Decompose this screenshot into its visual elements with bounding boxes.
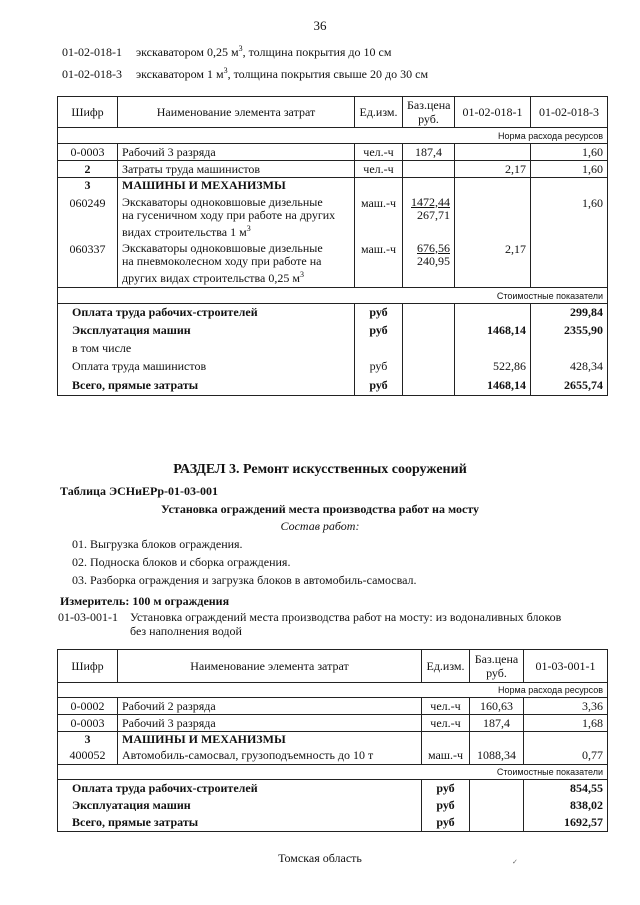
cell-unit: маш.-ч — [422, 748, 470, 765]
cost-name: Оплата труда рабочих-строителей — [58, 780, 422, 797]
operation-item: 01. Выгрузка блоков ограждения. — [72, 537, 243, 551]
col-header-base-price: Баз.цена руб. — [470, 650, 524, 683]
col-header-name: Наименование элемента затрат — [118, 650, 422, 683]
table-title: Установка ограждений места производства работ на мосту — [160, 502, 480, 516]
footer-mark: ✓ — [512, 858, 518, 866]
cell-value-1: 2,17 — [455, 161, 531, 178]
header-item-sup: 3 — [223, 66, 228, 75]
table-header-row — [58, 97, 608, 128]
cell-value-2: 1,60 — [531, 194, 608, 240]
cost-name: Оплата труда рабочих-строителей — [58, 304, 355, 322]
resource-table-2 — [57, 649, 608, 832]
cell-name-line: Экскаваторы одноковшовые дизельные — [122, 194, 323, 209]
cost-unit: руб — [355, 304, 403, 322]
table-row — [58, 748, 608, 765]
norm-label: Норма расхода ресурсов — [58, 128, 608, 144]
cell-name-line: Экскаваторы одноковшовые дизельные — [122, 240, 323, 255]
section-title: РАЗДЕЛ 3. Ремонт искусственных сооружений — [173, 462, 467, 477]
cell-price — [403, 194, 455, 240]
header-item-rest: , толщина покрытия до 10 см — [242, 45, 392, 59]
table-row — [58, 144, 608, 161]
header-item-sup: 3 — [238, 44, 243, 53]
cost-name: Всего, прямые затраты — [58, 376, 355, 396]
cost-value-1: 1692,57 — [524, 814, 608, 832]
norm-item-code: 01-03-001-1 — [58, 610, 118, 624]
cell-name: Рабочий 3 разряда — [118, 715, 422, 732]
cell-price: 1088,34 — [470, 748, 524, 765]
cell-value-1 — [455, 144, 531, 161]
cell-name: Затраты труда машинистов — [118, 161, 355, 178]
header-item-code: 01-02-018-1 — [62, 45, 122, 59]
col-header-code-1: 01-02-018-1 — [455, 97, 531, 128]
cell-price: 187,4 — [470, 715, 524, 732]
cost-label: Стоимостные показатели — [58, 288, 608, 304]
cell-value-1: 3,36 — [524, 698, 608, 715]
cell-name-line: других видах строительства 0,25 $м^3$ — [122, 269, 304, 285]
cost-label-row — [58, 765, 608, 780]
norm-label-row — [58, 128, 608, 144]
header-item — [62, 44, 391, 60]
header-item — [62, 66, 428, 82]
cost-label-row — [58, 288, 608, 304]
cell-name — [118, 194, 355, 240]
table-row — [58, 698, 608, 715]
cell-name: МАШИНЫ И МЕХАНИЗМЫ — [118, 732, 422, 748]
cell-value-1: 1,68 — [524, 715, 608, 732]
cell-name — [118, 240, 355, 288]
cost-value-1: 1468,14 — [455, 376, 531, 396]
cell-unit: чел.-ч — [355, 161, 403, 178]
cell-unit: чел.-ч — [355, 144, 403, 161]
cell-name: Рабочий 2 разряда — [118, 698, 422, 715]
cell-name-line: на гусеничном ходу при работе на других — [122, 207, 336, 222]
table-row — [58, 240, 608, 288]
cell-price-total: 1472,44 — [411, 194, 450, 209]
cell-unit: чел.-ч — [422, 698, 470, 715]
operation-item: 03. Разборка ограждения и загрузка блоков в автомобиль-самосвал. — [72, 573, 417, 587]
cell-code: 060337 — [58, 240, 118, 288]
cell-code: 0-0002 — [58, 698, 118, 715]
cell-value-1: 0,77 — [524, 748, 608, 765]
cost-label: Стоимостные показатели — [58, 765, 608, 780]
cell-unit: чел.-ч — [422, 715, 470, 732]
table-row — [58, 715, 608, 732]
col-header-base-price: Баз.цена руб. — [403, 97, 455, 128]
col-header-code-2: 01-02-018-3 — [531, 97, 608, 128]
cell-code: 3 — [58, 178, 118, 194]
cell-code: 0-0003 — [58, 144, 118, 161]
table-header-row — [58, 650, 608, 683]
footer-region: Томская область — [278, 851, 362, 865]
cost-row — [58, 814, 608, 832]
cost-unit: руб — [355, 358, 403, 376]
header-item-text: экскаватором 0,25 м — [136, 45, 239, 59]
cost-value-2: 2355,90 — [531, 322, 608, 340]
col-header-code: Шифр — [58, 650, 118, 683]
cell-price-labor: 267,71 — [417, 207, 450, 222]
cost-value-1: 854,55 — [524, 780, 608, 797]
cell-price-total: 676,56 — [417, 240, 450, 255]
cell-code: 0-0003 — [58, 715, 118, 732]
cost-row — [58, 304, 608, 322]
cell-code: 2 — [58, 161, 118, 178]
cost-row — [58, 780, 608, 797]
cell-value-2 — [531, 240, 608, 288]
cost-value-2: 428,34 — [531, 358, 608, 376]
cell-name-line: на пневмоколесном ходу при работе на — [122, 253, 322, 268]
cost-unit: руб — [355, 376, 403, 396]
header-item-code: 01-02-018-3 — [62, 67, 122, 81]
norm-item-line: без наполнения водой — [130, 624, 242, 638]
cell-unit: маш.-ч — [355, 240, 403, 288]
cost-value-1: 838,02 — [524, 797, 608, 814]
table-row — [58, 161, 608, 178]
cost-row — [58, 797, 608, 814]
cell-unit: маш.-ч — [355, 194, 403, 240]
cost-name: Эксплуатация машин — [58, 797, 422, 814]
measure-unit: Измеритель: 100 м ограждения — [60, 594, 230, 608]
cost-row — [58, 340, 608, 358]
cell-name: Рабочий 3 разряда — [118, 144, 355, 161]
cell-price: 160,63 — [470, 698, 524, 715]
resource-table-1 — [57, 96, 608, 396]
cost-unit: руб — [422, 814, 470, 832]
cost-value-2: 2655,74 — [531, 376, 608, 396]
cell-code: 060249 — [58, 194, 118, 240]
norm-item — [58, 610, 561, 638]
cell-value-1: 2,17 — [455, 240, 531, 288]
cost-row — [58, 376, 608, 396]
cost-name: Всего, прямые затраты — [58, 814, 422, 832]
table-row — [58, 194, 608, 240]
cost-row — [58, 358, 608, 376]
header-item-rest: , толщина покрытия свыше 20 до 30 см — [227, 67, 429, 81]
cell-price: 187,4 — [403, 144, 455, 161]
header-item-text: экскаватором 1 м — [136, 67, 224, 81]
cost-unit: руб — [422, 797, 470, 814]
cost-value-2: 299,84 — [531, 304, 608, 322]
cell-name: МАШИНЫ И МЕХАНИЗМЫ — [118, 178, 355, 194]
cell-value-2: 1,60 — [531, 161, 608, 178]
cost-name: в том числе — [58, 340, 355, 358]
table-row-group-heading — [58, 732, 608, 748]
cost-value-1: 522,86 — [455, 358, 531, 376]
table-name: Таблица ЭСНиЕРр-01-03-001 — [60, 484, 219, 498]
cost-name: Оплата труда машинистов — [58, 358, 355, 376]
cell-price — [403, 240, 455, 288]
norm-item-line: Установка ограждений места производства работ на мосту: из водоналивных блоков — [130, 610, 562, 624]
norm-label-row — [58, 683, 608, 698]
cell-price-labor: 240,95 — [417, 253, 450, 268]
cell-name-line: видах строительства 1 $м^3$ — [122, 223, 251, 239]
cost-unit: руб — [422, 780, 470, 797]
norm-label: Норма расхода ресурсов — [58, 683, 608, 698]
cell-name: Автомобиль-самосвал, грузоподъемность до 10 т — [118, 748, 422, 765]
cell-code: 3 — [58, 732, 118, 748]
cost-row — [58, 322, 608, 340]
cell-value-1 — [455, 194, 531, 240]
cost-unit: руб — [355, 322, 403, 340]
cost-value-1: 1468,14 — [455, 322, 531, 340]
col-header-code: Шифр — [58, 97, 118, 128]
col-header-unit: Ед.изм. — [422, 650, 470, 683]
col-header-code-1: 01-03-001-1 — [524, 650, 608, 683]
cell-value-2: 1,60 — [531, 144, 608, 161]
operation-item: 02. Подноска блоков и сборка ограждения. — [72, 555, 291, 569]
table-row-group-heading — [58, 178, 608, 194]
col-header-name: Наименование элемента затрат — [118, 97, 355, 128]
page-number: 36 — [313, 18, 327, 33]
cell-code: 400052 — [58, 748, 118, 765]
col-header-unit: Ед.изм. — [355, 97, 403, 128]
cell-price — [403, 161, 455, 178]
cost-value-1 — [455, 304, 531, 322]
composition-label: Состав работ: — [280, 519, 360, 533]
cost-name: Эксплуатация машин — [58, 322, 355, 340]
